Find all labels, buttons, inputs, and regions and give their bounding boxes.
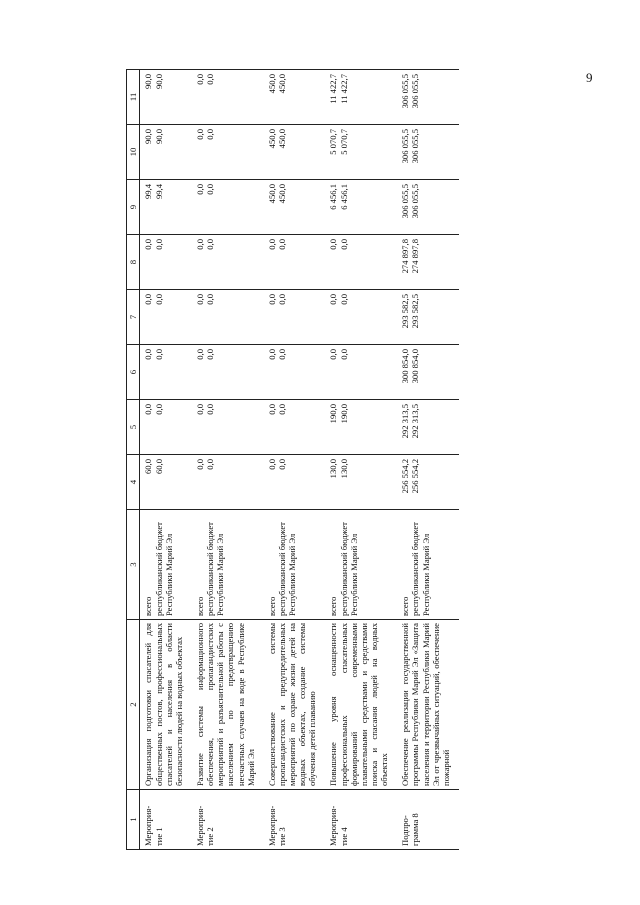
value-cell: 0,0 0,0: [192, 125, 264, 180]
row-sources: всего республиканский бюджет Республики Марий Эл: [325, 510, 397, 620]
value-cell: 0,0 0,0: [140, 235, 192, 290]
value-cell: 11 422,7 11 422,7: [325, 70, 397, 125]
table-row: [264, 70, 326, 850]
value-cell: 0,0 0,0: [140, 290, 192, 345]
value-cell: 450,0 450,0: [264, 70, 326, 125]
value-cell: 130,0 130,0: [325, 455, 397, 510]
column-number: 1: [127, 790, 140, 850]
value-cell: 256 554,2 256 554,2: [397, 455, 459, 510]
column-number: 6: [127, 345, 140, 400]
row-description: Развитие системы информационного обеспечения, пропагандистских мероприятий и разъяснительной работы с населением по предотвращению несчастных случаев на воде в Республике Марий Эл: [192, 620, 264, 790]
row-sources: всего республиканский бюджет Республики Марий Эл: [264, 510, 326, 620]
column-number: 10: [127, 125, 140, 180]
row-description: Обеспечение реализации государственной программы Республики Марий Эл «Защита населения и территории Республики Марий Эл от чрезвычайных ситуаций, обеспечение пожарной: [397, 620, 459, 790]
value-cell: 300 854,0 300 854,0: [397, 345, 459, 400]
value-cell: 0,0 0,0: [140, 400, 192, 455]
column-number: 3: [127, 510, 140, 620]
table-row: [192, 70, 264, 850]
row-description: Совершенствование системы пропагандистских и предупредительных мероприятий по охране жизни детей на водных объектах, создание системы обучения детей плаванию: [264, 620, 326, 790]
row-kind: Мероприя- тие 1: [140, 790, 192, 850]
value-cell: 0,0 0,0: [325, 345, 397, 400]
table-row: [140, 70, 192, 850]
value-cell: 90,0 90,0: [140, 125, 192, 180]
value-cell: 6 456,1 6 456,1: [325, 180, 397, 235]
page-number: 9: [586, 70, 593, 85]
row-kind: Мероприя- тие 4: [325, 790, 397, 850]
value-cell: 0,0 0,0: [264, 455, 326, 510]
value-cell: 0,0 0,0: [325, 235, 397, 290]
value-cell: 0,0 0,0: [192, 400, 264, 455]
value-cell: 90,0 90,0: [140, 70, 192, 125]
column-number: 11: [127, 70, 140, 125]
row-kind: Мероприя- тие 3: [264, 790, 326, 850]
row-description: Организация подготовки спасателей для общественных постов, профессиональных спасателей и населения в области безопасности людей на водных объектах: [140, 620, 192, 790]
column-number: 7: [127, 290, 140, 345]
row-sources: всего республиканский бюджет Республики Марий Эл: [140, 510, 192, 620]
value-cell: 0,0 0,0: [192, 70, 264, 125]
value-cell: 306 055,5 306 055,5: [397, 180, 459, 235]
table-row: [397, 70, 459, 850]
column-number: 9: [127, 180, 140, 235]
value-cell: 5 070,7 5 070,7: [325, 125, 397, 180]
value-cell: 293 582,5 293 582,5: [397, 290, 459, 345]
value-cell: 274 897,8 274 897,8: [397, 235, 459, 290]
column-number-row: [127, 70, 140, 850]
value-cell: 0,0 0,0: [192, 345, 264, 400]
row-sources: всего республиканский бюджет Республики Марий Эл: [192, 510, 264, 620]
value-cell: 0,0 0,0: [192, 290, 264, 345]
row-kind: Подпро- грамма 8: [397, 790, 459, 850]
value-cell: 99,4 99,4: [140, 180, 192, 235]
value-cell: 0,0 0,0: [192, 455, 264, 510]
rotated-table-container: [126, 70, 526, 850]
table-row: [325, 70, 397, 850]
value-cell: 0,0 0,0: [264, 235, 326, 290]
value-cell: 450,0 450,0: [264, 180, 326, 235]
value-cell: 0,0 0,0: [264, 400, 326, 455]
value-cell: 0,0 0,0: [325, 290, 397, 345]
value-cell: 292 313,5 292 313,5: [397, 400, 459, 455]
value-cell: 450,0 450,0: [264, 125, 326, 180]
column-number: 8: [127, 235, 140, 290]
column-number: 5: [127, 400, 140, 455]
value-cell: 190,0 190,0: [325, 400, 397, 455]
value-cell: 0,0 0,0: [264, 290, 326, 345]
row-description: Повышение уровня оснащенности профессиональных спасательных формирований современными плавательными средствами и средствами поиска и спасания людей на водных объектах: [325, 620, 397, 790]
column-number: 4: [127, 455, 140, 510]
row-sources: всего республиканский бюджет Республики Марий Эл: [397, 510, 459, 620]
row-kind: Мероприя- тие 2: [192, 790, 264, 850]
value-cell: 306 055,5 306 055,5: [397, 125, 459, 180]
value-cell: 0,0 0,0: [264, 345, 326, 400]
budget-table: [126, 69, 459, 850]
value-cell: 0,0 0,0: [140, 345, 192, 400]
column-number: 2: [127, 620, 140, 790]
value-cell: 0,0 0,0: [192, 235, 264, 290]
value-cell: 0,0 0,0: [192, 180, 264, 235]
value-cell: 306 055,5 306 055,5: [397, 70, 459, 125]
value-cell: 60,0 60,0: [140, 455, 192, 510]
